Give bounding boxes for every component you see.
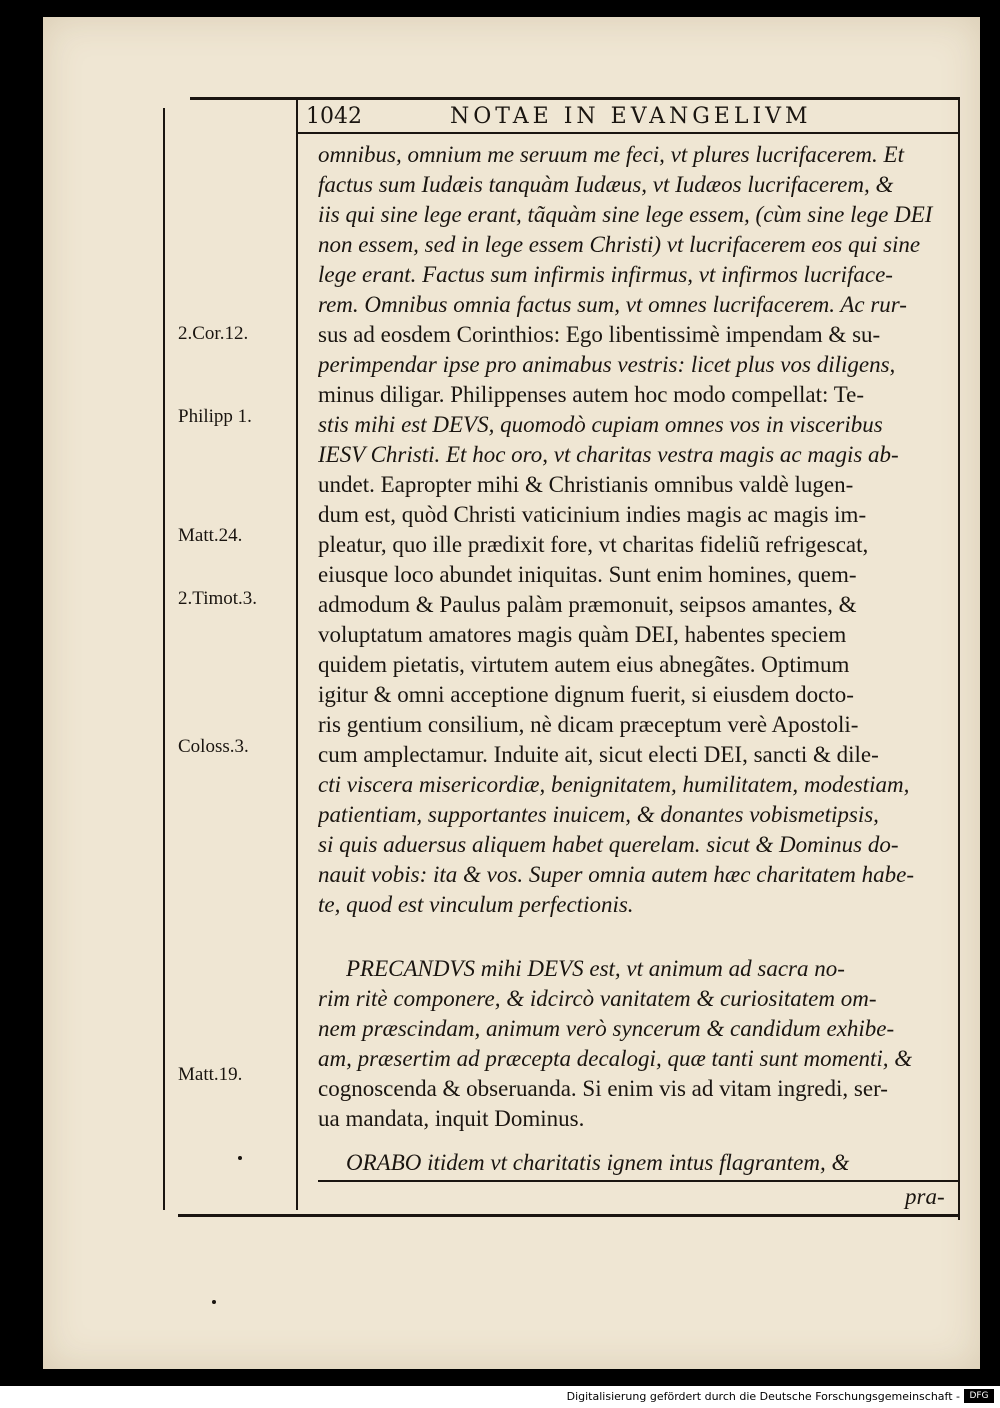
page-header <box>300 100 960 136</box>
text-line: cti viscera misericordiæ, benignitatem, humilitatem, modestiam, <box>318 772 910 797</box>
text-line: rem. Omnibus omnia factus sum, vt omnes lucrifacerem. Ac rur- <box>318 292 907 317</box>
text-line: igitur & omni acceptione dignum fuerit, si eiusdem docto- <box>318 682 854 707</box>
text-line: am, præsertim ad præcepta decalogi, quæ tanti sunt momenti, & <box>318 1046 913 1071</box>
text-line: iis qui sine lege erant, tãquàm sine lege essem, (cùm sine lege DEI <box>318 202 933 227</box>
margin-note: 2.Cor.12. <box>178 323 249 344</box>
text-line: omnibus, omnium me seruum me feci, vt plures lucrifacerem. Et <box>318 142 904 167</box>
text-line: minus diligar. Philippenses autem hoc modo compellat: Te- <box>318 382 865 407</box>
ink-speck <box>212 1300 216 1304</box>
text-line: nem præscindam, animum verò syncerum & candidum exhibe- <box>318 1016 895 1041</box>
margin-note: Matt.24. <box>178 525 243 546</box>
text-line: ORABO itidem vt charitatis ignem intus flagrantem, & <box>346 1150 850 1175</box>
text-line: voluptatum amatores magis quàm DEI, habentes speciem <box>318 622 847 647</box>
text-line: eiusque loco abundet iniquitas. Sunt enim homines, quem- <box>318 562 857 587</box>
right-rule <box>958 100 960 1220</box>
main-text <box>318 140 958 1178</box>
paragraph-2 <box>318 954 958 984</box>
margin-note: Matt.19. <box>178 1064 243 1085</box>
text-line: te, quod est vinculum perfectionis. <box>318 892 634 917</box>
text-line: stis mihi est DEVS, quomodò cupiam omnes vos in visceribus <box>318 412 883 437</box>
text-line: factus sum Iudæis tanquàm Iudæus, vt Iudæos lucrifacerem, & <box>318 172 894 197</box>
text-line: ua mandata, inquit Dominus. <box>318 1106 585 1131</box>
catchword: pra- <box>905 1184 945 1209</box>
text-line: cum amplectamur. Induite ait, sicut electi DEI, sancti & dile- <box>318 742 879 767</box>
text-line: IESV Christi. Et hoc oro, vt charitas vestra magis ac magis ab- <box>318 442 899 467</box>
text-line: pleatur, quo ille prædixit fore, vt charitas fideliũ refrigescat, <box>318 532 869 557</box>
text-line: perimpendar ipse pro animabus vestris: licet plus vos diligens, <box>318 352 896 377</box>
paragraph-1 <box>318 140 958 920</box>
footer-credit: Digitalisierung gefördert durch die Deutsche Forschungsgemeinschaft - <box>566 1390 960 1403</box>
text-line: quidem pietatis, virtutem autem eius abnegãtes. Optimum <box>318 652 850 677</box>
text-line: cognoscenda & obseruanda. Si enim vis ad vitam ingredi, ser- <box>318 1076 888 1101</box>
text-bottom-rule <box>318 1180 958 1182</box>
text-line: undet. Eapropter mihi & Christianis omnibus valdè lugen- <box>318 472 854 497</box>
margin-note: Philipp 1. <box>178 406 252 427</box>
paragraph-2-cont <box>318 984 958 1134</box>
text-line: rim ritè componere, & idcircò vanitatem & curiositatem om- <box>318 986 877 1011</box>
running-head: NOTAE IN EVANGELIVM <box>450 104 812 129</box>
text-line: PRECANDVS mihi DEVS est, vt animum ad sacra no- <box>346 956 845 981</box>
bottom-rule <box>178 1214 960 1217</box>
margin-note: 2.Timot.3. <box>178 588 258 609</box>
text-line: sus ad eosdem Corinthios: Ego libentissimè impendam & su- <box>318 322 881 347</box>
text-line: ris gentium consilium, nè dicam præceptum verè Apostoli- <box>318 712 859 737</box>
paragraph-3 <box>318 1148 958 1178</box>
dfg-logo: DFG <box>964 1389 994 1403</box>
text-line: admodum & Paulus palàm præmonuit, seipsos amantes, & <box>318 592 857 617</box>
text-line: nauit vobis: ita & vos. Super omnia autem hæc charitatem habe- <box>318 862 915 887</box>
text-line: patientiam, supportantes inuicem, & donantes vobismetipsis, <box>318 802 879 827</box>
gutter-rule <box>296 100 298 1210</box>
text-line: dum est, quòd Christi vaticinium indies magis ac magis im- <box>318 502 867 527</box>
text-line: lege erant. Factus sum infirmis infirmus, vt infirmos lucriface- <box>318 262 893 287</box>
left-outer-rule <box>163 108 165 1210</box>
margin-note: Coloss.3. <box>178 736 249 757</box>
ink-speck <box>238 1156 242 1160</box>
page-number: 1042 <box>306 104 362 129</box>
text-line: si quis aduersus aliquem habet querelam. sicut & Dominus do- <box>318 832 899 857</box>
text-line: non essem, sed in lege essem Christi) vt lucrifacerem eos qui sine <box>318 232 921 257</box>
digitization-footer <box>0 1386 1000 1408</box>
